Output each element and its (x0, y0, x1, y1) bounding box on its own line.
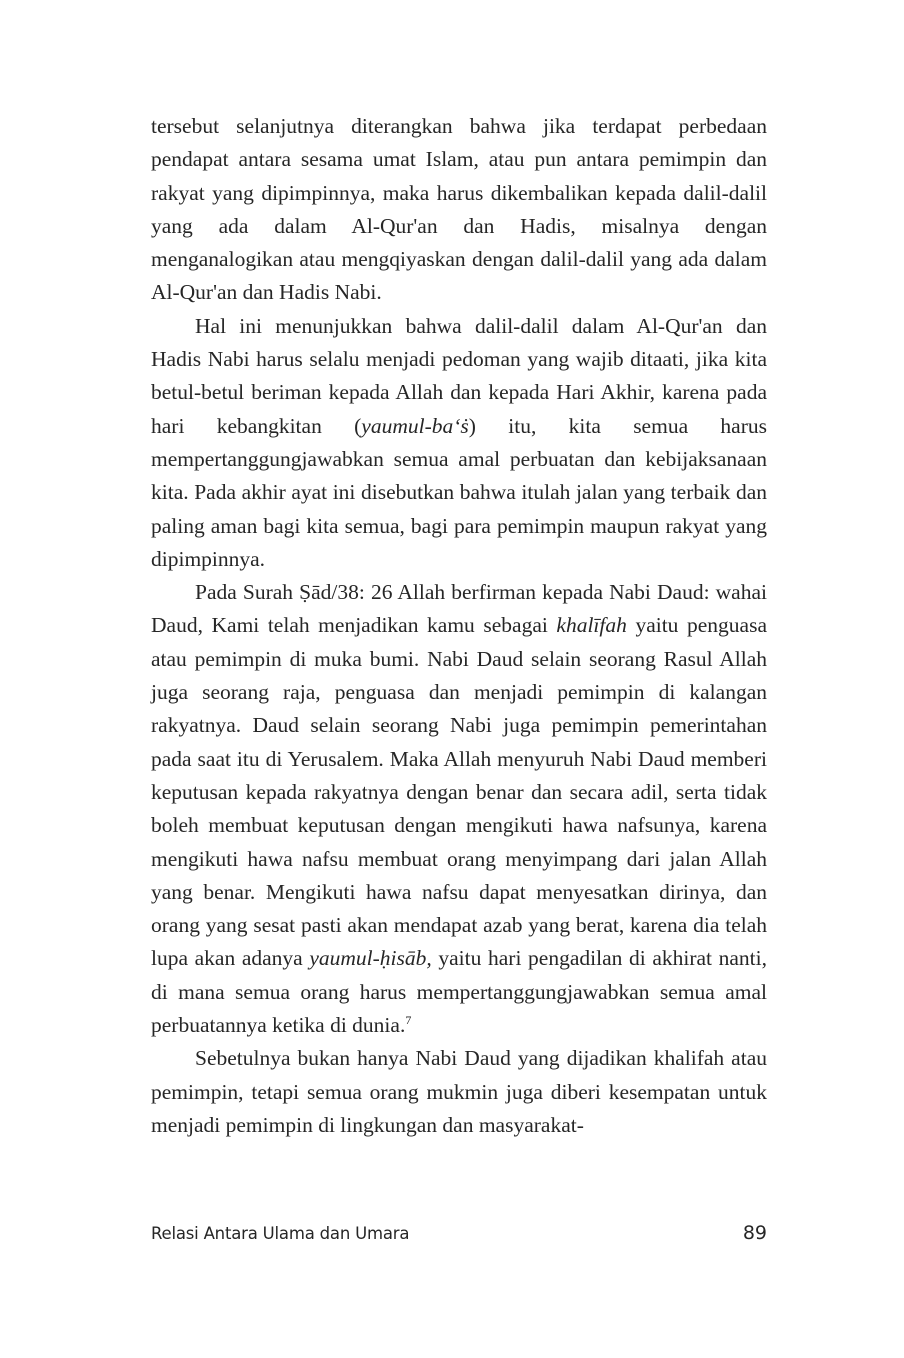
running-title: Relasi Antara Ulama dan Umara (151, 1224, 410, 1243)
paragraph-3-text-a: Pada Surah Ṣād/38: 26 Allah berfirman kepada Nabi Daud: wahai Daud, Kami telah menjadikan kamu sebagai (151, 580, 767, 638)
paragraph-3-text-c: yaitu hari pengadilan di akhirat nanti, di mana semua orang harus mempertanggungjawabkan semua amal perbuatannya ketika di dunia. (151, 946, 767, 1038)
italic-term-khalifah: khalīfah (556, 613, 627, 638)
paragraph-3-text-b: yaitu penguasa atau pemimpin di muka bumi. Nabi Daud selain seorang Rasul Allah juga seorang raja, penguasa dan menjadi pemimpin di kalangan rakyatnya. Daud selain seorang Nabi juga pemimpin pemerintahan pada saat itu di Yerusalem. Maka Allah menyuruh Nabi Daud memberi keputusan kepada rakyatnya dengan benar dan secara adil, serta tidak boleh membuat keputusan dengan mengikuti hawa nafsunya, karena mengikuti hawa nafsu membuat orang menyimpang dari jalan Allah yang benar. Mengikuti hawa nafsu dapat menyesatkan dirinya, dan orang yang sesat pasti akan mendapat azab yang berat, karena dia telah lupa akan adanya (151, 613, 767, 971)
paragraph-2 (151, 310, 767, 576)
paragraph-4 (151, 1042, 767, 1142)
paragraph-2-text-b: ) itu, kita semua harus mempertanggungjawabkan semua amal perbuatan dan kebijaksanaan kita. Pada akhir ayat ini disebutkan bahwa itulah jalan yang terbaik dan paling aman bagi kita semua, bagi para pemimpin maupun rakyat yang dipimpinnya. (151, 413, 767, 571)
italic-term-yaumul-hisab: yaumul-ḥisāb, (309, 946, 432, 971)
footnote-reference[interactable]: 7 (405, 1013, 412, 1028)
page-number: 89 (742, 1222, 767, 1244)
paragraph-1 (151, 110, 767, 310)
paragraph-3 (151, 576, 767, 1042)
paragraph-1-text: tersebut selanjutnya diterangkan bahwa jika terdapat perbedaan pendapat antara sesama umat Islam, atau pun antara pemimpin dan rakyat yang dipimpinnya, maka harus dikembalikan kepada dalil-dalil yang ada dalam Al-Qur'an dan Hadis, misalnya dengan menganalogikan atau mengqiyaskan dengan dalil-dalil yang ada dalam Al-Qur'an dan Hadis Nabi. (151, 114, 767, 305)
paragraph-4-text: Sebetulnya bukan hanya Nabi Daud yang dijadikan khalifah atau pemimpin, tetapi semua orang mukmin juga diberi kesempatan untuk menjadi pemimpin di lingkungan dan masyarakat- (151, 1046, 767, 1137)
page-footer (151, 1220, 767, 1250)
paragraph-2-text-a: Hal ini menunjukkan bahwa dalil-dalil dalam Al-Qur'an dan Hadis Nabi harus selalu menjadi pedoman yang wajib ditaati, jika kita betul-betul beriman kepada Allah dan kepada Hari Akhir, karena pada hari kebangkitan ( (151, 313, 767, 438)
body-text (151, 110, 767, 1142)
italic-term-yaumul-bas: yaumul-ba‘ṡ (361, 413, 469, 438)
